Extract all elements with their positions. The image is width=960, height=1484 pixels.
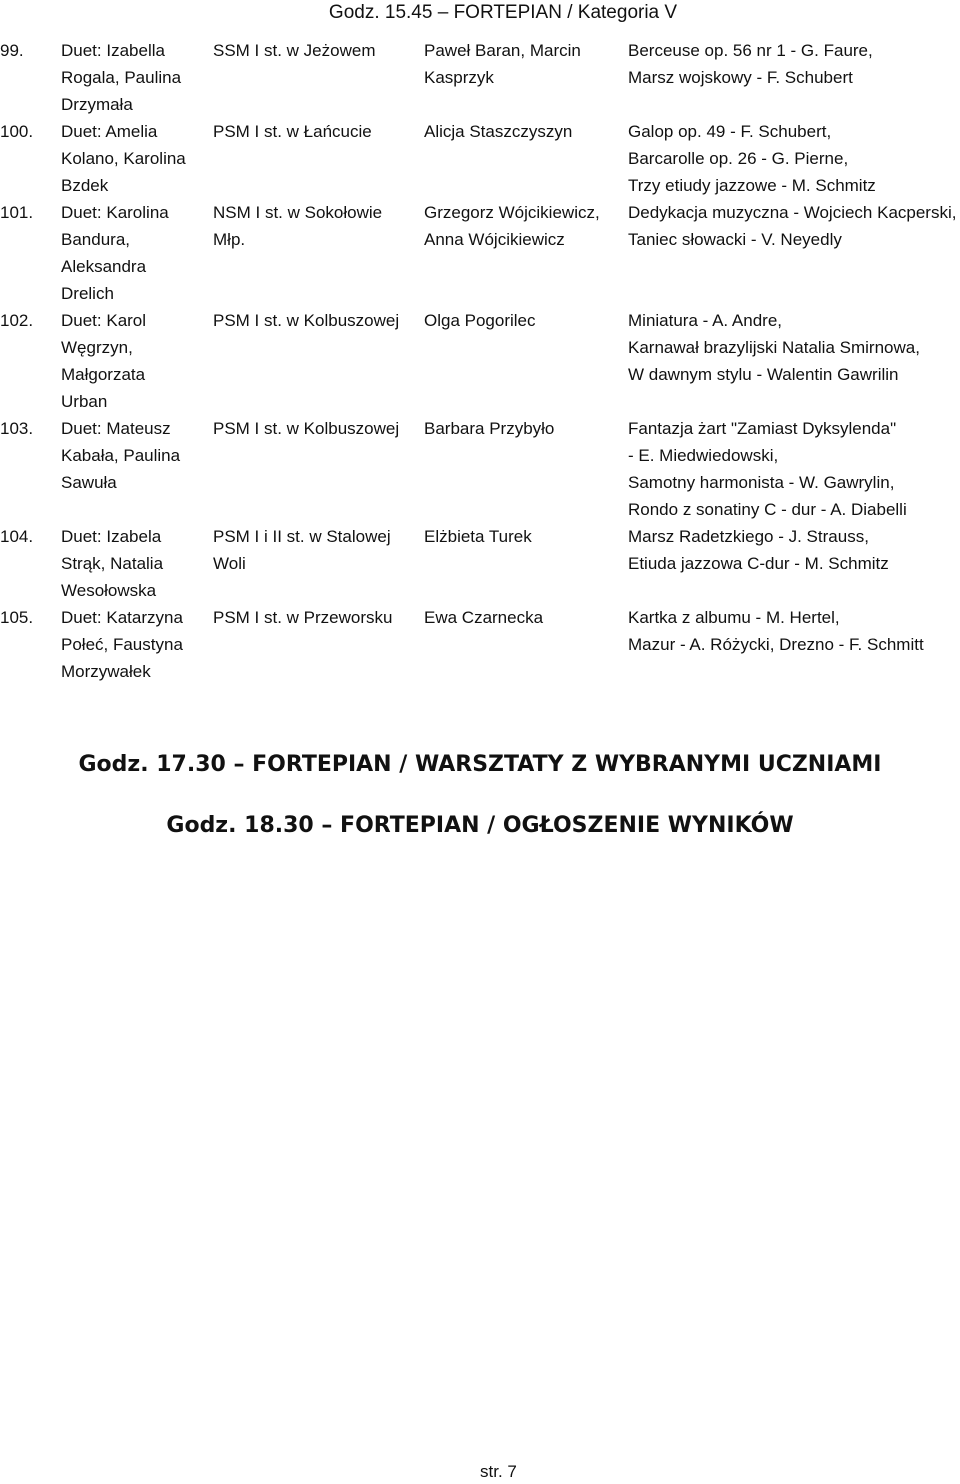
entry-program [628, 307, 960, 388]
entry-number: 103. [0, 419, 34, 438]
entry-name [61, 307, 207, 415]
entry-number: 104. [0, 527, 34, 546]
school-line: PSM I st. w Łańcucie [213, 122, 372, 141]
name-line: Duet: Karolina [61, 203, 169, 222]
school-line: Woli [213, 554, 246, 573]
teacher-line: Barbara Przybyło [424, 419, 555, 438]
name-line: Małgorzata [61, 365, 146, 384]
entry-number: 105. [0, 608, 34, 627]
name-line: Bzdek [61, 176, 109, 195]
name-line: Urban [61, 392, 108, 411]
entry-program [628, 415, 960, 523]
teacher-line: Alicja Staszczyszyn [424, 122, 573, 141]
name-line: Węgrzyn, [61, 338, 133, 357]
entry-number: 99. [0, 41, 24, 60]
name-line: Drelich [61, 284, 114, 303]
program-line: Marsz Radetzkiego - J. Strauss, [628, 527, 869, 546]
page-header [0, 0, 960, 26]
entry-teacher [424, 307, 624, 334]
program-line: Karnawał brazylijski Natalia Smirnowa, [628, 338, 920, 357]
program-line: Miniatura - A. Andre, [628, 311, 783, 330]
program-line: Marsz wojskowy - F. Schubert [628, 68, 853, 87]
name-line: Połeć, Faustyna [61, 635, 183, 654]
name-line: Duet: Izabella [61, 41, 165, 60]
teacher-line: Elżbieta Turek [424, 527, 532, 546]
school-line: PSM I i II st. w Stalowej [213, 527, 391, 546]
program-line: W dawnym stylu - Walentin Gawrilin [628, 365, 899, 384]
entry-number: 101. [0, 203, 34, 222]
name-line: Duet: Amelia [61, 122, 158, 141]
entry-teacher [424, 199, 624, 253]
entry-name [61, 118, 207, 199]
program-line: Barcarolle op. 26 - G. Pierne, [628, 149, 849, 168]
entry-program [628, 523, 960, 577]
entry-school [213, 523, 418, 577]
school-line: SSM I st. w Jeżowem [213, 41, 376, 60]
name-line: Aleksandra [61, 257, 147, 276]
teacher-line: Olga Pogorilec [424, 311, 536, 330]
school-line: NSM I st. w Sokołowie [213, 203, 383, 222]
name-line: Rogala, Paulina [61, 68, 182, 87]
entry-school [213, 604, 418, 631]
entry-number: 100. [0, 122, 34, 141]
entry-name [61, 604, 207, 685]
program-line: Berceuse op. 56 nr 1 - G. Faure, [628, 41, 873, 60]
entry-teacher [424, 37, 624, 91]
header-title: Godz. 15.45 – FORTEPIAN / Kategoria V [328, 2, 678, 23]
page-number: str. 7 [480, 1462, 517, 1481]
entry-program [628, 604, 960, 658]
program-line: Trzy etiudy jazzowe - M. Schmitz [628, 176, 876, 195]
teacher-line: Kasprzyk [424, 68, 494, 87]
entry-teacher [424, 118, 624, 145]
program-line: Samotny harmonista - W. Gawrylin, [628, 473, 895, 492]
entry-name [61, 415, 207, 496]
school-line: PSM I st. w Kolbuszowej [213, 311, 400, 330]
name-line: Drzymała [61, 95, 133, 114]
program-line: Dedykacja muzyczna - Wojciech Kacperski, [628, 203, 957, 222]
program-line: Fantazja żart "Zamiast Dyksylenda" [628, 419, 897, 438]
program-line: Etiuda jazzowa C-dur - M. Schmitz [628, 554, 889, 573]
name-line: Wesołowska [61, 581, 157, 600]
entry-teacher [424, 523, 624, 550]
school-line: PSM I st. w Kolbuszowej [213, 419, 400, 438]
entry-name [61, 37, 207, 118]
teacher-line: Paweł Baran, Marcin [424, 41, 581, 60]
section-workshops: Godz. 17.30 – FORTEPIAN / WARSZTATY Z WYBRANYMI UCZNIAMI [78, 752, 882, 777]
entry-school [213, 199, 418, 253]
entry-name [61, 523, 207, 604]
entry-program [628, 199, 960, 253]
entry-teacher [424, 415, 624, 442]
entry-school [213, 307, 418, 334]
school-line: PSM I st. w Przeworsku [213, 608, 393, 627]
teacher-line: Anna Wójcikiewicz [424, 230, 565, 249]
name-line: Sawuła [61, 473, 117, 492]
program-line: - E. Miedwiedowski, [628, 446, 779, 465]
school-line: Młp. [213, 230, 246, 249]
section-results: Godz. 18.30 – FORTEPIAN / OGŁOSZENIE WYNIKÓW [166, 813, 794, 838]
entry-school [213, 415, 418, 442]
name-line: Bandura, [61, 230, 130, 249]
program-line: Mazur - A. Różycki, Drezno - F. Schmitt [628, 635, 924, 654]
teacher-line: Grzegorz Wójcikiewicz, [424, 203, 600, 222]
name-line: Strąk, Natalia [61, 554, 164, 573]
name-line: Kolano, Karolina [61, 149, 186, 168]
program-line: Rondo z sonatiny C - dur - A. Diabelli [628, 500, 907, 519]
name-line: Kabała, Paulina [61, 446, 181, 465]
program-line: Galop op. 49 - F. Schubert, [628, 122, 832, 141]
entry-teacher [424, 604, 624, 631]
entry-program [628, 118, 960, 199]
name-line: Duet: Mateusz [61, 419, 171, 438]
name-line: Duet: Katarzyna [61, 608, 183, 627]
name-line: Duet: Izabela [61, 527, 162, 546]
name-line: Duet: Karol [61, 311, 147, 330]
entry-number: 102. [0, 311, 34, 330]
name-line: Morzywałek [61, 662, 151, 681]
teacher-line: Ewa Czarnecka [424, 608, 544, 627]
program-line: Kartka z albumu - M. Hertel, [628, 608, 840, 627]
entry-name [61, 199, 207, 307]
entry-program [628, 37, 960, 91]
program-line: Taniec słowacki - V. Neyedly [628, 230, 842, 249]
entry-school [213, 118, 418, 145]
entry-school [213, 37, 418, 64]
